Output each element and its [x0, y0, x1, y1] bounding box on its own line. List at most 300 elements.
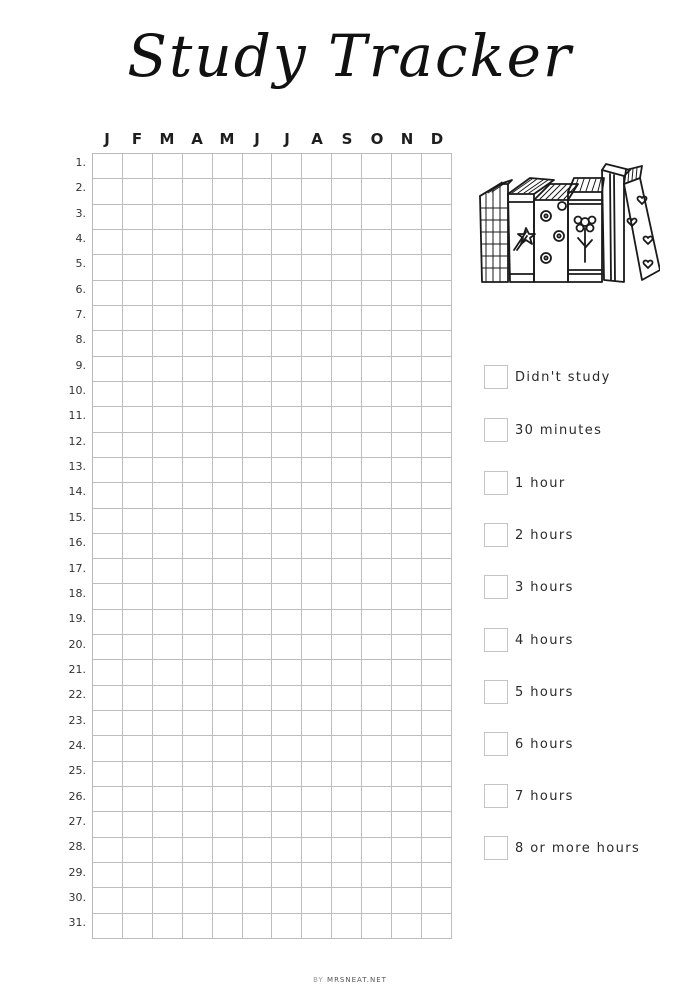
tracker-cell[interactable] — [422, 205, 452, 230]
tracker-cell[interactable] — [183, 154, 213, 179]
tracker-cell[interactable] — [213, 863, 243, 888]
tracker-cell[interactable] — [422, 635, 452, 660]
tracker-cell[interactable] — [123, 483, 153, 508]
tracker-cell[interactable] — [332, 281, 362, 306]
tracker-cell[interactable] — [213, 610, 243, 635]
tracker-cell[interactable] — [243, 281, 273, 306]
tracker-cell[interactable] — [332, 230, 362, 255]
tracker-cell[interactable] — [332, 787, 362, 812]
tracker-cell[interactable] — [93, 179, 123, 204]
tracker-cell[interactable] — [302, 660, 332, 685]
tracker-cell[interactable] — [153, 584, 183, 609]
tracker-cell[interactable] — [272, 863, 302, 888]
tracker-cell[interactable] — [213, 509, 243, 534]
tracker-cell[interactable] — [302, 407, 332, 432]
tracker-cell[interactable] — [302, 357, 332, 382]
tracker-cell[interactable] — [332, 382, 362, 407]
tracker-cell[interactable] — [332, 483, 362, 508]
tracker-cell[interactable] — [392, 660, 422, 685]
tracker-cell[interactable] — [272, 433, 302, 458]
tracker-cell[interactable] — [422, 686, 452, 711]
tracker-cell[interactable] — [332, 179, 362, 204]
tracker-cell[interactable] — [153, 331, 183, 356]
tracker-cell[interactable] — [272, 610, 302, 635]
tracker-cell[interactable] — [422, 863, 452, 888]
tracker-cell[interactable] — [183, 762, 213, 787]
tracker-cell[interactable] — [123, 179, 153, 204]
tracker-cell[interactable] — [153, 762, 183, 787]
tracker-cell[interactable] — [422, 357, 452, 382]
tracker-cell[interactable] — [123, 711, 153, 736]
tracker-cell[interactable] — [93, 812, 123, 837]
tracker-cell[interactable] — [422, 711, 452, 736]
tracker-cell[interactable] — [123, 660, 153, 685]
tracker-cell[interactable] — [123, 509, 153, 534]
tracker-cell[interactable] — [332, 584, 362, 609]
tracker-cell[interactable] — [93, 255, 123, 280]
tracker-cell[interactable] — [93, 306, 123, 331]
tracker-cell[interactable] — [123, 812, 153, 837]
tracker-cell[interactable] — [392, 281, 422, 306]
tracker-cell[interactable] — [272, 812, 302, 837]
tracker-cell[interactable] — [183, 888, 213, 913]
tracker-cell[interactable] — [362, 306, 392, 331]
tracker-cell[interactable] — [422, 559, 452, 584]
tracker-cell[interactable] — [272, 686, 302, 711]
tracker-cell[interactable] — [123, 154, 153, 179]
tracker-cell[interactable] — [272, 762, 302, 787]
tracker-cell[interactable] — [422, 382, 452, 407]
tracker-cell[interactable] — [362, 357, 392, 382]
tracker-cell[interactable] — [213, 736, 243, 761]
tracker-cell[interactable] — [422, 483, 452, 508]
tracker-cell[interactable] — [302, 812, 332, 837]
tracker-cell[interactable] — [153, 914, 183, 939]
tracker-cell[interactable] — [213, 230, 243, 255]
tracker-cell[interactable] — [392, 331, 422, 356]
tracker-cell[interactable] — [213, 433, 243, 458]
tracker-cell[interactable] — [332, 863, 362, 888]
tracker-cell[interactable] — [422, 762, 452, 787]
tracker-cell[interactable] — [272, 331, 302, 356]
tracker-cell[interactable] — [183, 433, 213, 458]
tracker-cell[interactable] — [153, 306, 183, 331]
tracker-cell[interactable] — [183, 635, 213, 660]
tracker-cell[interactable] — [243, 255, 273, 280]
tracker-cell[interactable] — [362, 559, 392, 584]
tracker-cell[interactable] — [243, 888, 273, 913]
tracker-cell[interactable] — [422, 230, 452, 255]
tracker-cell[interactable] — [153, 357, 183, 382]
tracker-cell[interactable] — [392, 863, 422, 888]
tracker-cell[interactable] — [243, 736, 273, 761]
tracker-cell[interactable] — [93, 559, 123, 584]
tracker-cell[interactable] — [93, 686, 123, 711]
tracker-cell[interactable] — [93, 331, 123, 356]
tracker-cell[interactable] — [392, 205, 422, 230]
tracker-cell[interactable] — [183, 787, 213, 812]
tracker-cell[interactable] — [392, 711, 422, 736]
tracker-cell[interactable] — [392, 255, 422, 280]
tracker-cell[interactable] — [332, 914, 362, 939]
tracker-cell[interactable] — [183, 559, 213, 584]
tracker-cell[interactable] — [93, 838, 123, 863]
legend-color-box[interactable] — [484, 523, 508, 547]
tracker-cell[interactable] — [302, 382, 332, 407]
tracker-cell[interactable] — [362, 331, 392, 356]
tracker-cell[interactable] — [183, 255, 213, 280]
tracker-cell[interactable] — [213, 179, 243, 204]
tracker-cell[interactable] — [153, 686, 183, 711]
tracker-cell[interactable] — [422, 255, 452, 280]
tracker-cell[interactable] — [422, 736, 452, 761]
tracker-cell[interactable] — [213, 281, 243, 306]
tracker-cell[interactable] — [243, 230, 273, 255]
tracker-cell[interactable] — [302, 205, 332, 230]
tracker-cell[interactable] — [332, 509, 362, 534]
tracker-cell[interactable] — [272, 736, 302, 761]
tracker-cell[interactable] — [392, 812, 422, 837]
tracker-cell[interactable] — [93, 863, 123, 888]
tracker-cell[interactable] — [302, 863, 332, 888]
tracker-cell[interactable] — [243, 787, 273, 812]
tracker-cell[interactable] — [153, 534, 183, 559]
tracker-cell[interactable] — [213, 660, 243, 685]
tracker-cell[interactable] — [153, 863, 183, 888]
tracker-cell[interactable] — [123, 458, 153, 483]
tracker-cell[interactable] — [392, 559, 422, 584]
tracker-cell[interactable] — [123, 914, 153, 939]
legend-color-box[interactable] — [484, 365, 508, 389]
tracker-cell[interactable] — [213, 306, 243, 331]
tracker-cell[interactable] — [422, 458, 452, 483]
tracker-cell[interactable] — [243, 382, 273, 407]
tracker-cell[interactable] — [392, 914, 422, 939]
tracker-cell[interactable] — [213, 255, 243, 280]
tracker-cell[interactable] — [332, 458, 362, 483]
tracker-cell[interactable] — [362, 736, 392, 761]
tracker-cell[interactable] — [392, 230, 422, 255]
tracker-cell[interactable] — [362, 711, 392, 736]
tracker-cell[interactable] — [392, 762, 422, 787]
tracker-cell[interactable] — [123, 736, 153, 761]
tracker-cell[interactable] — [123, 534, 153, 559]
tracker-cell[interactable] — [362, 255, 392, 280]
legend-color-box[interactable] — [484, 575, 508, 599]
legend-color-box[interactable] — [484, 471, 508, 495]
tracker-cell[interactable] — [422, 154, 452, 179]
tracker-cell[interactable] — [302, 179, 332, 204]
tracker-cell[interactable] — [93, 154, 123, 179]
tracker-cell[interactable] — [272, 255, 302, 280]
tracker-cell[interactable] — [362, 914, 392, 939]
tracker-cell[interactable] — [183, 205, 213, 230]
tracker-cell[interactable] — [153, 635, 183, 660]
tracker-cell[interactable] — [422, 331, 452, 356]
tracker-cell[interactable] — [422, 433, 452, 458]
tracker-cell[interactable] — [302, 635, 332, 660]
tracker-cell[interactable] — [272, 711, 302, 736]
tracker-cell[interactable] — [183, 736, 213, 761]
tracker-cell[interactable] — [93, 888, 123, 913]
tracker-cell[interactable] — [362, 787, 392, 812]
tracker-cell[interactable] — [213, 914, 243, 939]
tracker-cell[interactable] — [213, 711, 243, 736]
legend-color-box[interactable] — [484, 836, 508, 860]
tracker-cell[interactable] — [422, 584, 452, 609]
tracker-cell[interactable] — [422, 610, 452, 635]
tracker-cell[interactable] — [183, 230, 213, 255]
tracker-cell[interactable] — [153, 230, 183, 255]
tracker-cell[interactable] — [93, 407, 123, 432]
tracker-cell[interactable] — [362, 762, 392, 787]
tracker-cell[interactable] — [362, 863, 392, 888]
tracker-cell[interactable] — [123, 559, 153, 584]
tracker-cell[interactable] — [392, 458, 422, 483]
tracker-cell[interactable] — [153, 838, 183, 863]
tracker-cell[interactable] — [153, 281, 183, 306]
tracker-cell[interactable] — [362, 281, 392, 306]
tracker-cell[interactable] — [183, 863, 213, 888]
tracker-cell[interactable] — [123, 331, 153, 356]
tracker-cell[interactable] — [123, 230, 153, 255]
tracker-cell[interactable] — [392, 407, 422, 432]
tracker-cell[interactable] — [272, 888, 302, 913]
tracker-cell[interactable] — [183, 610, 213, 635]
legend-color-box[interactable] — [484, 418, 508, 442]
tracker-cell[interactable] — [422, 509, 452, 534]
tracker-cell[interactable] — [302, 838, 332, 863]
tracker-cell[interactable] — [362, 584, 392, 609]
tracker-cell[interactable] — [332, 610, 362, 635]
tracker-cell[interactable] — [362, 635, 392, 660]
tracker-cell[interactable] — [392, 686, 422, 711]
tracker-cell[interactable] — [422, 914, 452, 939]
legend-color-box[interactable] — [484, 732, 508, 756]
tracker-cell[interactable] — [332, 357, 362, 382]
tracker-cell[interactable] — [332, 154, 362, 179]
tracker-cell[interactable] — [243, 306, 273, 331]
tracker-cell[interactable] — [302, 281, 332, 306]
tracker-cell[interactable] — [243, 458, 273, 483]
tracker-cell[interactable] — [153, 787, 183, 812]
tracker-cell[interactable] — [392, 534, 422, 559]
legend-color-box[interactable] — [484, 680, 508, 704]
tracker-cell[interactable] — [243, 407, 273, 432]
tracker-cell[interactable] — [243, 205, 273, 230]
tracker-cell[interactable] — [272, 357, 302, 382]
tracker-cell[interactable] — [332, 331, 362, 356]
tracker-cell[interactable] — [302, 230, 332, 255]
tracker-cell[interactable] — [93, 357, 123, 382]
tracker-cell[interactable] — [243, 686, 273, 711]
tracker-cell[interactable] — [93, 635, 123, 660]
tracker-cell[interactable] — [153, 255, 183, 280]
tracker-cell[interactable] — [302, 787, 332, 812]
tracker-cell[interactable] — [302, 736, 332, 761]
tracker-cell[interactable] — [302, 711, 332, 736]
tracker-cell[interactable] — [302, 534, 332, 559]
tracker-cell[interactable] — [422, 838, 452, 863]
tracker-cell[interactable] — [213, 331, 243, 356]
tracker-cell[interactable] — [422, 812, 452, 837]
tracker-cell[interactable] — [302, 255, 332, 280]
tracker-cell[interactable] — [392, 357, 422, 382]
tracker-cell[interactable] — [392, 382, 422, 407]
tracker-cell[interactable] — [93, 660, 123, 685]
tracker-cell[interactable] — [332, 433, 362, 458]
tracker-cell[interactable] — [392, 154, 422, 179]
tracker-cell[interactable] — [183, 660, 213, 685]
tracker-cell[interactable] — [243, 584, 273, 609]
tracker-cell[interactable] — [243, 154, 273, 179]
tracker-cell[interactable] — [93, 762, 123, 787]
tracker-cell[interactable] — [302, 610, 332, 635]
tracker-cell[interactable] — [362, 483, 392, 508]
tracker-cell[interactable] — [362, 509, 392, 534]
tracker-cell[interactable] — [183, 584, 213, 609]
tracker-cell[interactable] — [123, 281, 153, 306]
tracker-cell[interactable] — [213, 888, 243, 913]
tracker-cell[interactable] — [123, 382, 153, 407]
tracker-cell[interactable] — [213, 686, 243, 711]
tracker-cell[interactable] — [302, 306, 332, 331]
tracker-cell[interactable] — [183, 357, 213, 382]
tracker-cell[interactable] — [93, 433, 123, 458]
tracker-cell[interactable] — [392, 838, 422, 863]
tracker-cell[interactable] — [183, 382, 213, 407]
tracker-cell[interactable] — [183, 483, 213, 508]
tracker-cell[interactable] — [272, 509, 302, 534]
tracker-cell[interactable] — [213, 559, 243, 584]
tracker-cell[interactable] — [243, 509, 273, 534]
tracker-cell[interactable] — [332, 534, 362, 559]
tracker-cell[interactable] — [362, 407, 392, 432]
tracker-cell[interactable] — [392, 433, 422, 458]
tracker-cell[interactable] — [422, 179, 452, 204]
tracker-cell[interactable] — [422, 281, 452, 306]
tracker-cell[interactable] — [93, 711, 123, 736]
tracker-cell[interactable] — [183, 179, 213, 204]
tracker-cell[interactable] — [213, 154, 243, 179]
tracker-cell[interactable] — [332, 736, 362, 761]
tracker-cell[interactable] — [243, 711, 273, 736]
tracker-cell[interactable] — [332, 407, 362, 432]
legend-color-box[interactable] — [484, 628, 508, 652]
tracker-cell[interactable] — [422, 888, 452, 913]
tracker-cell[interactable] — [93, 914, 123, 939]
tracker-cell[interactable] — [392, 610, 422, 635]
tracker-cell[interactable] — [332, 888, 362, 913]
tracker-cell[interactable] — [272, 534, 302, 559]
tracker-cell[interactable] — [123, 787, 153, 812]
tracker-cell[interactable] — [153, 205, 183, 230]
tracker-cell[interactable] — [153, 433, 183, 458]
tracker-cell[interactable] — [362, 660, 392, 685]
tracker-cell[interactable] — [213, 382, 243, 407]
tracker-cell[interactable] — [183, 914, 213, 939]
tracker-cell[interactable] — [153, 610, 183, 635]
tracker-cell[interactable] — [213, 483, 243, 508]
legend-color-box[interactable] — [484, 784, 508, 808]
tracker-cell[interactable] — [243, 660, 273, 685]
tracker-cell[interactable] — [332, 559, 362, 584]
tracker-cell[interactable] — [93, 509, 123, 534]
tracker-cell[interactable] — [123, 407, 153, 432]
tracker-cell[interactable] — [272, 483, 302, 508]
tracker-cell[interactable] — [302, 433, 332, 458]
tracker-cell[interactable] — [302, 914, 332, 939]
tracker-cell[interactable] — [93, 483, 123, 508]
tracker-cell[interactable] — [272, 205, 302, 230]
tracker-cell[interactable] — [362, 179, 392, 204]
tracker-cell[interactable] — [302, 483, 332, 508]
tracker-cell[interactable] — [302, 584, 332, 609]
tracker-cell[interactable] — [243, 762, 273, 787]
tracker-cell[interactable] — [123, 762, 153, 787]
tracker-cell[interactable] — [243, 483, 273, 508]
tracker-cell[interactable] — [362, 686, 392, 711]
tracker-cell[interactable] — [272, 559, 302, 584]
tracker-cell[interactable] — [362, 205, 392, 230]
tracker-cell[interactable] — [272, 458, 302, 483]
tracker-cell[interactable] — [183, 711, 213, 736]
tracker-cell[interactable] — [243, 179, 273, 204]
tracker-cell[interactable] — [243, 812, 273, 837]
tracker-cell[interactable] — [243, 863, 273, 888]
tracker-cell[interactable] — [362, 812, 392, 837]
tracker-cell[interactable] — [362, 382, 392, 407]
tracker-cell[interactable] — [93, 382, 123, 407]
tracker-cell[interactable] — [93, 281, 123, 306]
tracker-cell[interactable] — [213, 812, 243, 837]
tracker-cell[interactable] — [213, 635, 243, 660]
tracker-cell[interactable] — [272, 382, 302, 407]
tracker-cell[interactable] — [123, 888, 153, 913]
tracker-cell[interactable] — [153, 483, 183, 508]
tracker-cell[interactable] — [272, 838, 302, 863]
tracker-cell[interactable] — [392, 509, 422, 534]
tracker-cell[interactable] — [422, 534, 452, 559]
tracker-cell[interactable] — [332, 711, 362, 736]
tracker-cell[interactable] — [302, 331, 332, 356]
tracker-cell[interactable] — [243, 331, 273, 356]
tracker-cell[interactable] — [272, 660, 302, 685]
tracker-cell[interactable] — [332, 635, 362, 660]
tracker-cell[interactable] — [392, 306, 422, 331]
tracker-cell[interactable] — [272, 306, 302, 331]
tracker-cell[interactable] — [153, 711, 183, 736]
tracker-cell[interactable] — [93, 230, 123, 255]
tracker-cell[interactable] — [302, 458, 332, 483]
tracker-cell[interactable] — [422, 407, 452, 432]
tracker-cell[interactable] — [213, 407, 243, 432]
tracker-cell[interactable] — [153, 509, 183, 534]
tracker-cell[interactable] — [272, 281, 302, 306]
tracker-cell[interactable] — [392, 736, 422, 761]
tracker-cell[interactable] — [302, 559, 332, 584]
tracker-cell[interactable] — [213, 458, 243, 483]
tracker-cell[interactable] — [213, 584, 243, 609]
tracker-cell[interactable] — [332, 762, 362, 787]
tracker-cell[interactable] — [392, 179, 422, 204]
tracker-cell[interactable] — [153, 382, 183, 407]
tracker-cell[interactable] — [272, 154, 302, 179]
tracker-cell[interactable] — [213, 357, 243, 382]
tracker-cell[interactable] — [123, 255, 153, 280]
tracker-cell[interactable] — [243, 838, 273, 863]
tracker-cell[interactable] — [123, 610, 153, 635]
